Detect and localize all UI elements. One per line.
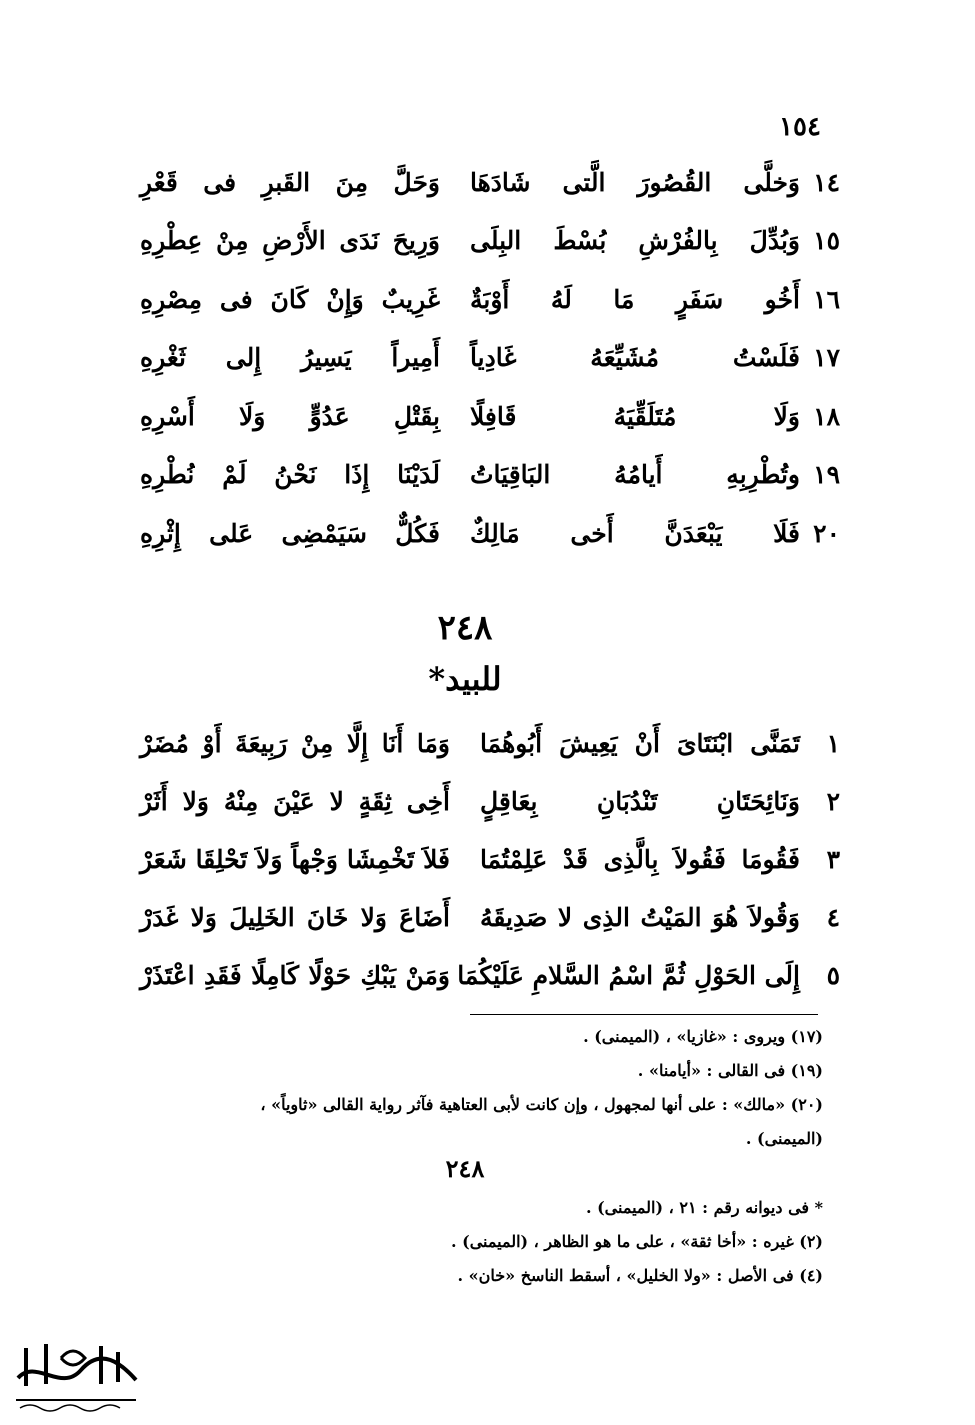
hemistich-second: وَمَا أَنَا إِلَّا مِنْ رَبِيعَةَ أَوْ مُضَرْ bbox=[140, 728, 450, 758]
verse-line bbox=[140, 162, 840, 202]
footnote-line: (الميمنى) . bbox=[745, 1129, 823, 1148]
verse-line bbox=[140, 839, 840, 879]
footnote-line: (٢٠) «مالك» : على أنها لمجهول ، وإن كانت لأبى العتاهية فآثر رواية القالى «ثاوياً» ، bbox=[260, 1095, 823, 1114]
hemistich-second: غَرِيبٌ وَإِنْ كَانَ فى مِصْرِهِ bbox=[140, 284, 440, 314]
hemistich-second: فَلاَ تَخْمِشَا وَجْهاً وَلاَ تَحْلِقَا شَعَرْ bbox=[140, 844, 450, 874]
hemistich-first: تَمَنَّى ابْنَتَاىَ أَنْ يَعِيشَ أَبُوهُمَا bbox=[480, 728, 800, 758]
hemistich-second: أَضَاعَ وَلا خَانَ الخَلِيلَ وَلا غَدَرْ bbox=[140, 902, 450, 932]
footnote-line: (٢) غيره : «أخا ثقة» ، على ما هو الظاهر ، (الميمنى) . bbox=[451, 1232, 823, 1251]
verse-line bbox=[140, 781, 840, 821]
verse-line bbox=[140, 723, 840, 763]
hemistich-first: فَلَا يَبْعَدَنَّ أَخى مَالِكٌ bbox=[470, 518, 800, 548]
section-number: ٢٤٨ bbox=[437, 608, 493, 648]
verse-line bbox=[140, 221, 840, 261]
hemistich-first: وَنَائِحَتَانِ تَنْدُبَانِ بِعَاقِلٍ bbox=[480, 786, 800, 816]
footnote-line: * فى ديوانه رقم : ٢١ ، (الميمنى) . bbox=[585, 1198, 823, 1217]
verse-line bbox=[140, 338, 840, 378]
hemistich-second: بِقَتْلِ عَدُوٍّ وَلَا أَسْرِهِ bbox=[140, 401, 440, 431]
hemistich-first: وَلَا مُتَلَقِّيَهُ قَافِلًا bbox=[470, 401, 800, 431]
hemistich-first: وتُطْرِبِهِ أَيامُهُ البَاقِيَاتُ bbox=[470, 460, 800, 489]
verse-line bbox=[140, 955, 840, 995]
section-title: للبيد* bbox=[428, 660, 502, 698]
footnote-line: (٤) فى الأصل : «ولا الخليل» ، أسقط الناسخ «خان» . bbox=[457, 1266, 823, 1285]
verse-line bbox=[140, 455, 840, 495]
hemistich-first: فَقُومَا فَقُولاَ بِالَّذِى قَدْ عَلِمْتُمَا bbox=[480, 844, 800, 874]
hemistich-first: وَخلَّى القُصُورَ الَّتى شَادَهَا bbox=[470, 167, 800, 197]
footnote-line: (١٩) فى القالى : «أيامنا» . bbox=[637, 1061, 823, 1080]
hemistich-second: أَخِى ثِقَةٍ لا عَيْنَ مِنْهُ وَلا أَثَرْ bbox=[140, 786, 450, 816]
verse-line bbox=[140, 279, 840, 319]
hemistich-second: وَرِيحَ نَدَى الأَرْضِ مِنْ عِطْرِهِ bbox=[140, 226, 440, 255]
footnote-line: (١٧) ويروى : «غازيا» ، (الميمنى) . bbox=[583, 1027, 823, 1046]
hemistich-first: وَقُولاَ هُوَ المَيْتُ الذِى لا صَدِيقَهُ bbox=[480, 902, 800, 932]
verse-line bbox=[140, 396, 840, 436]
verse-number: ١٩ bbox=[813, 460, 840, 489]
verse-number: ١٥ bbox=[813, 226, 840, 255]
hemistich-first: فَلَسْتُ مُشَيِّعَهُ غَادِياً bbox=[470, 343, 800, 372]
hemistich-second: أَمِيراً يَسِيرُ إِلى ثَغْرِهِ bbox=[140, 343, 440, 372]
verse-number: ١٤ bbox=[813, 167, 840, 197]
footnote-rule bbox=[470, 1014, 818, 1015]
page-number: ١٥٤ bbox=[779, 112, 821, 142]
verse-number: ٤ bbox=[826, 902, 840, 932]
verse-number: ٢ bbox=[826, 786, 840, 816]
footnote-section-number: ٢٤٨ bbox=[445, 1154, 485, 1183]
verse-line bbox=[140, 897, 840, 937]
hemistich-first: إِلَى الحَوْلِ ثُمَّ اسْمُ السَّلامِ عَلَيْكُمَا bbox=[457, 960, 800, 990]
verse-number: ١ bbox=[826, 728, 840, 758]
verse-number: ٥ bbox=[826, 960, 840, 990]
hemistich-second: فَكُلٌّ سَيَمْضِى عَلى إِثْرِهِ bbox=[140, 518, 440, 548]
verse-number: ١٨ bbox=[813, 401, 840, 431]
verse-number: ١٧ bbox=[813, 343, 840, 372]
verse-number: ١٦ bbox=[813, 284, 840, 314]
hemistich-first: وَبُدِّلَ بِالفُرْشِ بُسْطَ البِلَى bbox=[470, 226, 800, 255]
hemistich-second: لَدَيْنَا إِذَا نَحْنُ لَمْ نُطْرِهِ bbox=[140, 460, 440, 489]
hemistich-second: وَمَنْ يَبْكِ حَوْلًا كَامِلًا فَقَدِ اعْتَذَرْ bbox=[140, 960, 450, 990]
verse-number: ٢٠ bbox=[813, 518, 840, 548]
library-stamp-logo bbox=[6, 1318, 146, 1418]
verse-number: ٣ bbox=[826, 844, 840, 874]
hemistich-first: أَخُو سَفَرٍ مَا لَهُ أَوْبَةٌ bbox=[470, 284, 800, 314]
verse-line bbox=[140, 513, 840, 553]
hemistich-second: وَحَلَّ مِنَ القَبرِ فى قَعْرِ bbox=[140, 167, 440, 197]
